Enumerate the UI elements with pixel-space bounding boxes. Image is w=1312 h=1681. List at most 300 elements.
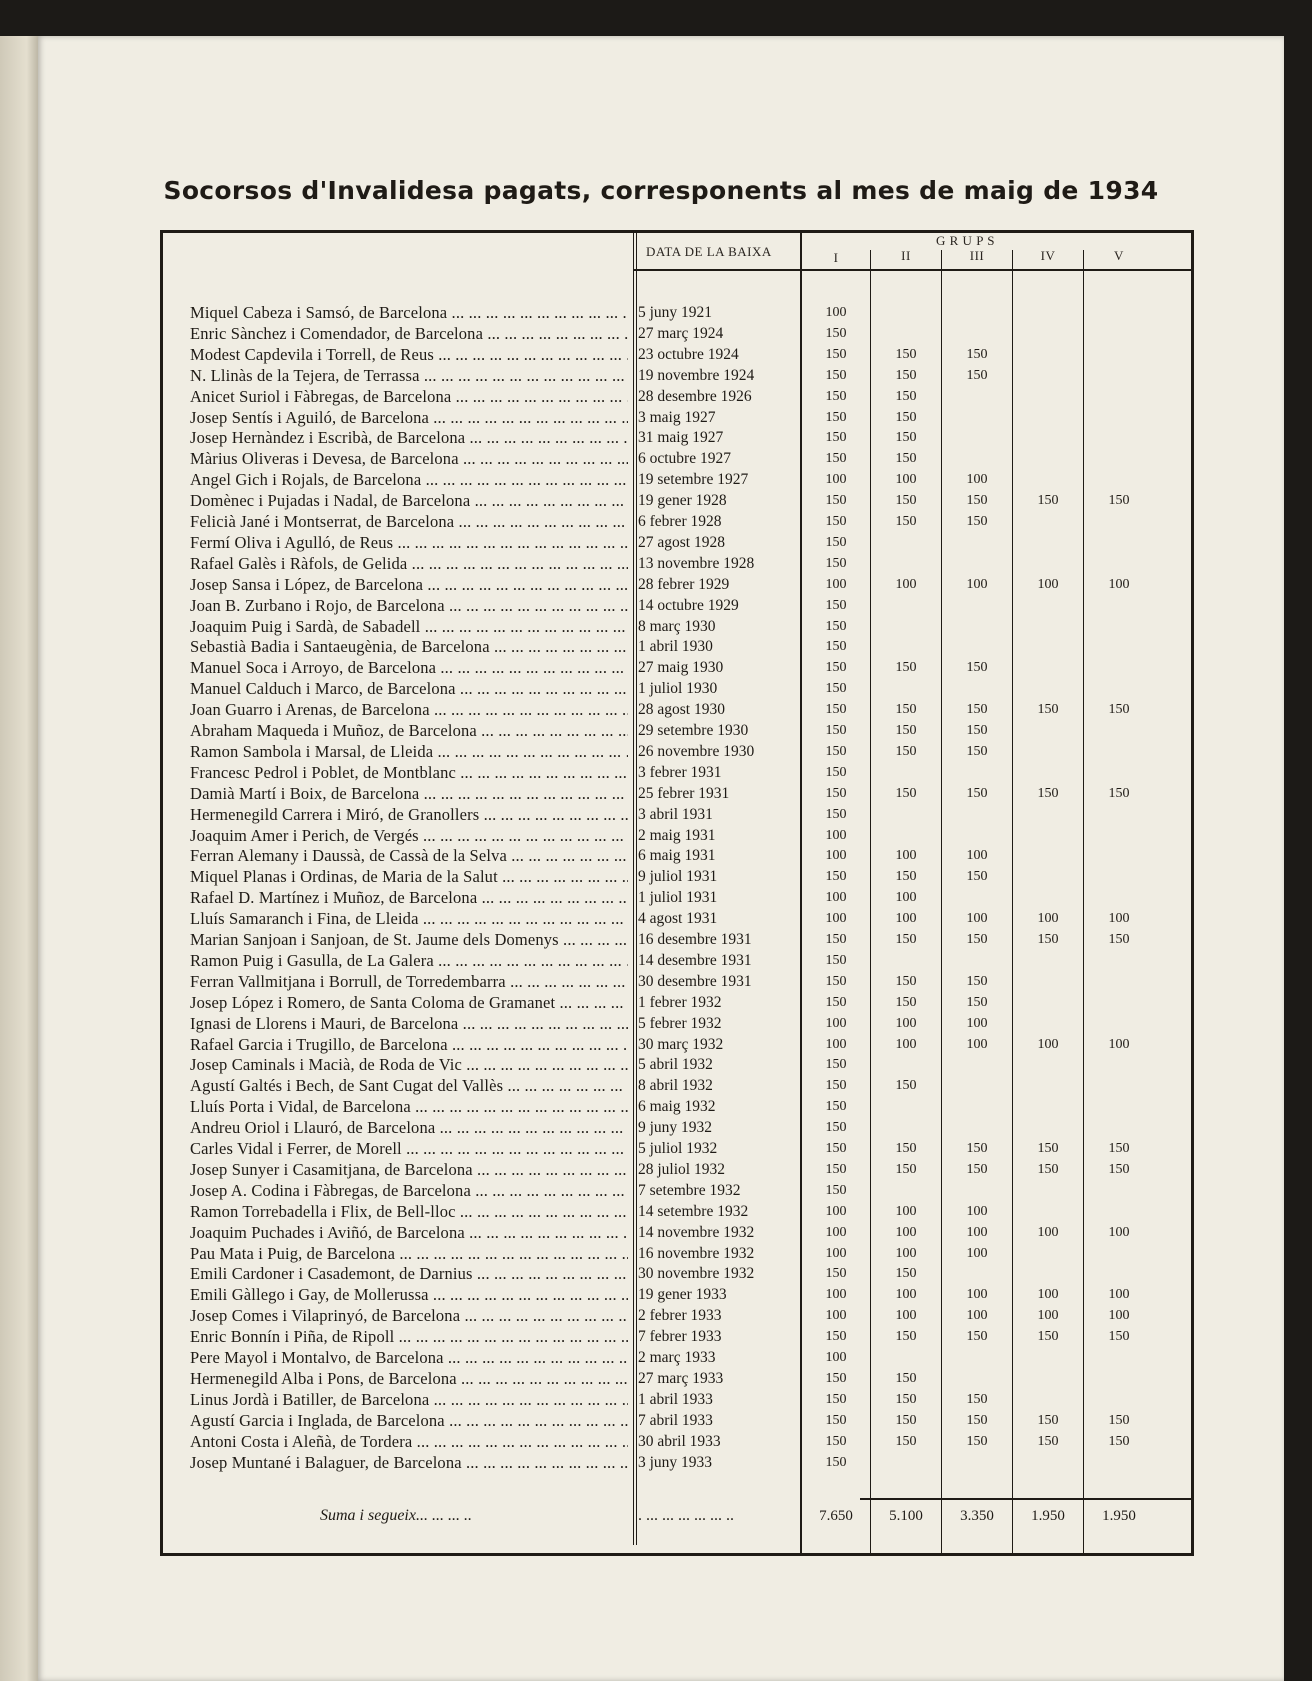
- page-title: Socorsos d'Invalidesa pagats, corresponents al mes de maig de 1934: [163, 176, 1159, 205]
- group-2-amount: 100: [895, 1015, 917, 1031]
- group-4-amount: 150: [1037, 785, 1059, 801]
- table-row: [160, 532, 1194, 553]
- groups-header: G R U P S: [936, 233, 995, 248]
- group-1-amount: 150: [825, 1391, 847, 1407]
- group-1-amount: 150: [825, 1266, 847, 1282]
- group-2-amount: 100: [895, 1036, 917, 1052]
- leave-date: 28 febrer 1929: [638, 575, 730, 593]
- beneficiary-name: Enric Bonnín i Piña, de Ripoll ... .: [190, 1326, 628, 1347]
- group-3-amount: 100: [966, 1308, 988, 1324]
- group-2-amount: 150: [895, 514, 917, 529]
- group-1-amount: 100: [825, 1203, 847, 1219]
- group-1-amount: 100: [825, 576, 847, 592]
- leave-date: 14 setembre 1932: [638, 1202, 749, 1220]
- group-4-amount: 150: [1037, 1141, 1059, 1156]
- group-2-amount: 100: [895, 911, 917, 927]
- table-row: [160, 699, 1194, 720]
- group-2-amount: 150: [895, 785, 917, 801]
- group-4-amount: 150: [1037, 932, 1059, 947]
- group-3-amount: 100: [966, 1224, 988, 1240]
- group-5-amount: 150: [1108, 1141, 1130, 1156]
- total-group-4: 1.950: [1031, 1508, 1065, 1524]
- leave-date: 7 abril 1933: [638, 1411, 713, 1429]
- leave-date: 6 maig 1932: [638, 1098, 716, 1116]
- group-3-amount: 150: [966, 493, 988, 509]
- table-row: [160, 657, 1194, 678]
- leave-date: 1 abril 1930: [638, 638, 713, 656]
- beneficiary-name: Joaquim Amer i Perich, de Vergés ... .: [190, 825, 628, 846]
- group-1-amount: 150: [825, 451, 847, 467]
- table-row: [160, 469, 1194, 490]
- table-row: [160, 908, 1194, 929]
- group-3-amount: 150: [966, 1412, 988, 1428]
- group-3-amount: 150: [966, 994, 988, 1010]
- beneficiary-name: Damià Martí i Boix, de Barcelona ... .: [190, 783, 628, 804]
- left-page-edge: [0, 36, 38, 1681]
- group-2-amount: 150: [895, 869, 917, 885]
- table-row: [160, 1138, 1194, 1159]
- table-row: [160, 1305, 1194, 1326]
- leave-date: 16 novembre 1932: [638, 1244, 755, 1262]
- group-3-amount: 150: [966, 702, 988, 718]
- beneficiary-name: Fermí Oliva i Agulló, de Reus ... .: [190, 532, 628, 553]
- group-2-amount: 150: [895, 743, 917, 759]
- table-row: [160, 929, 1194, 950]
- beneficiary-name: Marian Sanjoan i Sanjoan, de St. Jaume dels Domenys ... .: [190, 929, 628, 950]
- group-2-amount: 100: [895, 1224, 917, 1240]
- group-3-amount: 100: [966, 1203, 988, 1219]
- leave-date: 25 febrer 1931: [638, 784, 730, 802]
- group-1-amount: 100: [825, 827, 847, 843]
- group-4-amount: 100: [1037, 1224, 1059, 1240]
- beneficiary-name: Miquel Planas i Ordinas, de Maria de la Salut ... .: [190, 866, 628, 887]
- beneficiary-name: Felicià Jané i Montserrat, de Barcelona ... .: [190, 511, 628, 532]
- group-3-amount: 150: [966, 723, 988, 738]
- leave-date: 14 octubre 1929: [638, 596, 739, 614]
- leave-date: 1 juliol 1931: [638, 889, 718, 907]
- leave-date: 7 febrer 1933: [638, 1328, 722, 1346]
- total-dots: . ... ... ... ... ... ..: [638, 1507, 734, 1524]
- beneficiary-name: Enric Sànchez i Comendador, de Barcelona ... .: [190, 323, 628, 344]
- group-1-amount: 150: [825, 1120, 847, 1136]
- group-1-amount: 150: [825, 785, 847, 801]
- leave-date: 3 febrer 1931: [638, 763, 722, 781]
- table-row: [160, 992, 1194, 1013]
- leave-date: 9 juny 1932: [638, 1119, 713, 1137]
- group-1-amount: 150: [825, 1161, 847, 1177]
- table-row: [160, 1389, 1194, 1410]
- beneficiary-name: Josep Caminals i Macià, de Roda de Vic ... .: [190, 1054, 628, 1075]
- group-4-amount: 150: [1037, 1329, 1059, 1345]
- beneficiary-name: Joaquim Puig i Sardà, de Sabadell ... .: [190, 616, 628, 637]
- beneficiary-name: Pere Mayol i Montalvo, de Barcelona ... .: [190, 1347, 628, 1368]
- leave-date: 28 desembre 1926: [638, 387, 752, 405]
- leave-date: 5 juliol 1932: [638, 1140, 718, 1157]
- group-1-amount: 100: [825, 1287, 847, 1303]
- table-row: [160, 1013, 1194, 1034]
- group-1-amount: 150: [825, 681, 847, 697]
- beneficiary-name: Lluís Porta i Vidal, de Barcelona ... .: [190, 1096, 628, 1117]
- leave-date: 4 agost 1931: [638, 910, 718, 928]
- beneficiary-name: Agustí Galtés i Bech, de Sant Cugat del Vallès ... .: [190, 1075, 628, 1096]
- beneficiary-name: Josep López i Romero, de Santa Coloma de Gramanet ... .: [190, 992, 628, 1013]
- group-2-amount: 150: [895, 1141, 917, 1156]
- group-4-amount: 100: [1037, 911, 1059, 927]
- beneficiary-name: Domènec i Pujadas i Nadal, de Barcelona ... .: [190, 490, 628, 511]
- beneficiary-name: Josep Sentís i Aguiló, de Barcelona ... .: [190, 407, 628, 428]
- table-row: [160, 783, 1194, 804]
- beneficiary-name: Manuel Soca i Arroyo, de Barcelona ... .: [190, 657, 628, 678]
- group-2-amount: 150: [895, 1329, 917, 1345]
- beneficiary-name: Agustí Garcia i Inglada, de Barcelona ... .: [190, 1410, 628, 1431]
- table-row: [160, 427, 1194, 448]
- group-3-amount: 150: [966, 367, 988, 383]
- group-1-amount: 150: [825, 702, 847, 718]
- leave-date: 28 agost 1930: [638, 701, 725, 719]
- group-1-amount: 100: [825, 305, 847, 320]
- group-1-amount: 150: [825, 1329, 847, 1345]
- group-2-amount: 100: [895, 890, 917, 906]
- group-2-amount: 150: [895, 367, 917, 383]
- total-group-5: 1.950: [1102, 1508, 1136, 1524]
- beneficiary-name: Modest Capdevila i Torrell, de Reus ... .: [190, 344, 628, 365]
- table-row: [160, 365, 1194, 386]
- group-3-amount: 100: [966, 472, 988, 488]
- table-row: [160, 407, 1194, 428]
- table-row: [160, 1243, 1194, 1264]
- group-1-amount: 100: [825, 1350, 847, 1365]
- beneficiary-name: Emili Gàllego i Gay, de Mollerussa ... .: [190, 1284, 628, 1305]
- table-row: [160, 574, 1194, 595]
- group-3-amount: 150: [966, 1141, 988, 1156]
- table-row: [160, 1117, 1194, 1138]
- leave-date: 6 maig 1931: [638, 847, 716, 865]
- group-1-amount: 150: [825, 555, 847, 571]
- table-row: [160, 1431, 1194, 1452]
- group-2-amount: 150: [895, 1391, 917, 1407]
- table-row: [160, 511, 1194, 532]
- table-row: [160, 490, 1194, 511]
- total-label: Suma i segueix... ... ... ..: [320, 1507, 472, 1524]
- group-4-amount: 150: [1037, 702, 1059, 718]
- group-3-amount: 150: [966, 932, 988, 947]
- group-5-amount: 150: [1108, 1412, 1130, 1428]
- group-1-amount: 150: [825, 743, 847, 759]
- group-5-amount: 150: [1108, 1433, 1130, 1449]
- group-2-amount: 150: [895, 409, 917, 425]
- leave-date: 16 desembre 1931: [638, 931, 752, 948]
- group-2-amount: 150: [895, 1412, 917, 1428]
- group-1-amount: 150: [825, 409, 847, 425]
- leave-date: 31 maig 1927: [638, 429, 724, 447]
- beneficiary-name: Josep Hernàndez i Escribà, de Barcelona ... .: [190, 427, 628, 448]
- group-2-amount: 100: [895, 1245, 917, 1261]
- group-1-amount: 150: [825, 973, 847, 989]
- table-row: [160, 1263, 1194, 1284]
- group-1-amount: 150: [825, 514, 847, 529]
- beneficiary-name: Ferran Vallmitjana i Borrull, de Torredembarra ... .: [190, 971, 628, 992]
- leave-date: 8 març 1930: [638, 617, 716, 635]
- table-row: [160, 866, 1194, 887]
- group-2-amount: 150: [895, 660, 917, 676]
- table-row: [160, 1368, 1194, 1389]
- group-3-amount: 150: [966, 1161, 988, 1177]
- group-3-amount: 150: [966, 869, 988, 885]
- leave-date: 6 octubre 1927: [638, 450, 731, 468]
- group-1-amount: 150: [825, 597, 847, 613]
- beneficiary-name: Josep A. Codina i Fàbregas, de Barcelona ... .: [190, 1180, 628, 1201]
- group-1-amount: 150: [825, 534, 847, 550]
- total-group-1: 7.650: [819, 1508, 853, 1524]
- group-3-amount: 150: [966, 973, 988, 989]
- group-1-amount: 150: [825, 806, 847, 822]
- table-row: [160, 1410, 1194, 1431]
- group-2-amount: 150: [895, 702, 917, 718]
- group-5-amount: 100: [1108, 1036, 1130, 1052]
- table-row: [160, 1180, 1194, 1201]
- beneficiary-name: Antoni Costa i Aleñà, de Tordera ... .: [190, 1431, 628, 1452]
- group-header-2: II: [901, 248, 911, 263]
- group-3-amount: 100: [966, 911, 988, 927]
- beneficiary-name: Rafael Garcia i Trugillo, de Barcelona ... .: [190, 1034, 628, 1055]
- group-5-amount: 100: [1108, 911, 1130, 927]
- group-4-amount: 100: [1037, 1036, 1059, 1052]
- leave-date: 13 novembre 1928: [638, 554, 755, 572]
- group-5-amount: 150: [1108, 932, 1130, 947]
- leave-date: 27 maig 1930: [638, 659, 724, 677]
- group-3-amount: 150: [966, 346, 988, 362]
- table-row: [160, 1075, 1194, 1096]
- group-1-amount: 150: [825, 1078, 847, 1094]
- table-row: [160, 1096, 1194, 1117]
- group-2-amount: 150: [895, 430, 917, 446]
- beneficiary-name: Ramon Sambola i Marsal, de Lleida ... .: [190, 741, 628, 762]
- beneficiary-name: Anicet Suriol i Fàbregas, de Barcelona ... .: [190, 386, 628, 407]
- group-3-amount: 100: [966, 1015, 988, 1031]
- leave-date: 3 maig 1927: [638, 408, 716, 426]
- leave-date: 3 juny 1933: [638, 1453, 713, 1471]
- beneficiary-name: Lluís Samaranch i Fina, de Lleida ... .: [190, 908, 628, 929]
- group-3-amount: 100: [966, 576, 988, 592]
- table-row: [160, 1284, 1194, 1305]
- table-row: [160, 1201, 1194, 1222]
- total-group-3: 3.350: [960, 1508, 994, 1524]
- leave-date: 30 abril 1933: [638, 1432, 721, 1450]
- beneficiary-name: Abraham Maqueda i Muñoz, de Barcelona ... .: [190, 720, 628, 741]
- beneficiary-name: Manuel Calduch i Marco, de Barcelona ... .: [190, 678, 628, 699]
- leave-date: 27 març 1933: [638, 1369, 724, 1387]
- group-1-amount: 150: [825, 1057, 847, 1073]
- group-3-amount: 100: [966, 1036, 988, 1052]
- beneficiary-name: Carles Vidal i Ferrer, de Morell ... .: [190, 1138, 628, 1159]
- group-2-amount: 150: [895, 1078, 917, 1094]
- group-2-amount: 100: [895, 848, 917, 864]
- group-header-4: IV: [1040, 248, 1056, 263]
- beneficiary-name: Miquel Cabeza i Samsó, de Barcelona ... .: [190, 302, 628, 323]
- leave-date: 26 novembre 1930: [638, 742, 755, 760]
- beneficiary-name: Pau Mata i Puig, de Barcelona ... .: [190, 1243, 628, 1264]
- leave-date: 19 gener 1928: [638, 492, 727, 510]
- group-1-amount: 150: [825, 618, 847, 634]
- leave-date: 14 novembre 1932: [638, 1223, 755, 1241]
- beneficiary-name: Sebastià Badia i Santaeugènia, de Barcelona ... .: [190, 636, 628, 657]
- beneficiary-name: Màrius Oliveras i Devesa, de Barcelona ... .: [190, 448, 628, 469]
- document-page: [38, 36, 1284, 1681]
- group-2-amount: 150: [895, 723, 917, 738]
- beneficiary-name: Francesc Pedrol i Poblet, de Montblanc ... .: [190, 762, 628, 783]
- beneficiary-name: Angel Gich i Rojals, de Barcelona ... .: [190, 469, 628, 490]
- leave-date: 5 febrer 1932: [638, 1014, 722, 1032]
- table-row: [160, 971, 1194, 992]
- group-5-amount: 150: [1108, 1329, 1130, 1345]
- group-4-amount: 100: [1037, 1287, 1059, 1303]
- leave-date: 9 juliol 1931: [638, 868, 718, 886]
- leave-date: 29 setembre 1930: [638, 722, 749, 739]
- table-row: [160, 448, 1194, 469]
- leave-date: 1 juliol 1930: [638, 680, 718, 698]
- leave-date: 19 setembre 1927: [638, 471, 749, 489]
- group-2-amount: 150: [895, 1433, 917, 1449]
- table-row: [160, 887, 1194, 908]
- group-2-amount: 150: [895, 994, 917, 1010]
- date-column-header: DATA DE LA BAIXA: [646, 244, 772, 259]
- table-row: [160, 595, 1194, 616]
- group-1-amount: 100: [825, 890, 847, 906]
- leave-date: 19 novembre 1924: [638, 366, 755, 384]
- group-1-amount: 150: [825, 1182, 847, 1198]
- group-5-amount: 150: [1108, 1161, 1130, 1177]
- group-5-amount: 150: [1108, 785, 1130, 801]
- group-2-amount: 150: [895, 1161, 917, 1177]
- group-5-amount: 100: [1108, 1287, 1130, 1303]
- group-1-amount: 150: [825, 723, 847, 738]
- group-1-amount: 100: [825, 1036, 847, 1052]
- leave-date: 2 maig 1931: [638, 826, 716, 844]
- table-row: [160, 720, 1194, 741]
- leave-date: 2 febrer 1933: [638, 1307, 722, 1325]
- leave-date: 30 novembre 1932: [638, 1265, 755, 1283]
- beneficiary-name: Joan B. Zurbano i Rojo, de Barcelona ... .: [190, 595, 628, 616]
- table-row: [160, 741, 1194, 762]
- leave-date: 23 octubre 1924: [638, 345, 739, 363]
- group-2-amount: 100: [895, 1203, 917, 1219]
- table-row: [160, 302, 1194, 323]
- group-3-amount: 150: [966, 514, 988, 529]
- table-row: [160, 616, 1194, 637]
- table-row: [160, 1034, 1194, 1055]
- group-1-amount: 150: [825, 952, 847, 968]
- group-5-amount: 150: [1108, 702, 1130, 718]
- beneficiary-name: Hermenegild Carrera i Miró, de Granollers ... .: [190, 804, 628, 825]
- group-1-amount: 100: [825, 848, 847, 864]
- table-row: [160, 636, 1194, 657]
- group-2-amount: 100: [895, 1308, 917, 1324]
- leave-date: 1 febrer 1932: [638, 993, 722, 1011]
- group-1-amount: 150: [825, 388, 847, 404]
- beneficiary-name: Rafael D. Martínez i Muñoz, de Barcelona ... .: [190, 887, 628, 908]
- leave-date: 2 març 1933: [638, 1349, 716, 1366]
- group-1-amount: 150: [825, 764, 847, 780]
- beneficiary-name: Ferran Alemany i Daussà, de Cassà de la Selva ... .: [190, 845, 628, 866]
- group-1-amount: 150: [825, 1412, 847, 1428]
- beneficiary-name: Josep Sansa i López, de Barcelona ... .: [190, 574, 628, 595]
- group-3-amount: 150: [966, 743, 988, 759]
- total-row: [160, 1504, 1194, 1528]
- beneficiary-name: Andreu Oriol i Llauró, de Barcelona ... .: [190, 1117, 628, 1138]
- group-1-amount: 150: [825, 367, 847, 383]
- group-1-amount: 150: [825, 325, 847, 341]
- group-1-amount: 150: [825, 430, 847, 446]
- group-5-amount: 100: [1108, 576, 1130, 592]
- table-row: [160, 1326, 1194, 1347]
- group-header-1: I: [833, 250, 839, 265]
- table-row: [160, 323, 1194, 344]
- group-1-amount: 100: [825, 911, 847, 927]
- beneficiary-name: Ramon Torrebadella i Flix, de Bell-lloc ... .: [190, 1201, 628, 1222]
- beneficiary-name: Josep Comes i Vilaprinyó, de Barcelona ... .: [190, 1305, 628, 1326]
- leave-date: 7 setembre 1932: [638, 1181, 741, 1199]
- group-1-amount: 150: [825, 932, 847, 947]
- table-row: [160, 825, 1194, 846]
- leave-date: 6 febrer 1928: [638, 513, 722, 530]
- group-1-amount: 100: [825, 1015, 847, 1031]
- leave-date: 27 agost 1928: [638, 533, 725, 551]
- leave-date: 30 març 1932: [638, 1035, 724, 1053]
- table-row: [160, 845, 1194, 866]
- beneficiary-name: Joaquim Puchades i Aviñó, de Barcelona ... .: [190, 1222, 628, 1243]
- group-2-amount: 150: [895, 388, 917, 404]
- group-2-amount: 150: [895, 1266, 917, 1282]
- group-2-amount: 150: [895, 451, 917, 467]
- group-1-amount: 100: [825, 1245, 847, 1261]
- group-2-amount: 100: [895, 1287, 917, 1303]
- leave-date: 5 juny 1921: [638, 304, 713, 321]
- beneficiary-name: Emili Cardoner i Casademont, de Darnius ... .: [190, 1263, 628, 1284]
- group-1-amount: 150: [825, 1454, 847, 1470]
- group-1-amount: 100: [825, 1224, 847, 1240]
- table-row: [160, 553, 1194, 574]
- table-row: [160, 386, 1194, 407]
- group-5-amount: 100: [1108, 1308, 1130, 1324]
- group-3-amount: 100: [966, 1245, 988, 1261]
- table-row: [160, 1054, 1194, 1075]
- leave-date: 5 abril 1932: [638, 1056, 713, 1074]
- table-row: [160, 678, 1194, 699]
- leave-date: 14 desembre 1931: [638, 951, 752, 969]
- group-3-amount: 150: [966, 1433, 988, 1449]
- table-row: [160, 950, 1194, 971]
- group-3-amount: 100: [966, 848, 988, 864]
- group-3-amount: 150: [966, 1329, 988, 1345]
- group-2-amount: 150: [895, 1370, 917, 1386]
- group-3-amount: 100: [966, 1287, 988, 1303]
- leave-date: 8 abril 1932: [638, 1077, 713, 1095]
- group-4-amount: 150: [1037, 493, 1059, 509]
- table-row: [160, 1222, 1194, 1243]
- group-1-amount: 150: [825, 1099, 847, 1115]
- leave-date: 19 gener 1933: [638, 1286, 727, 1304]
- leave-date: 3 abril 1931: [638, 805, 713, 823]
- beneficiary-name: N. Llinàs de la Tejera, de Terrassa ... .: [190, 365, 628, 386]
- group-2-amount: 150: [895, 346, 917, 362]
- group-3-amount: 150: [966, 660, 988, 676]
- group-3-amount: 150: [966, 785, 988, 801]
- group-1-amount: 150: [825, 869, 847, 885]
- group-3-amount: 150: [966, 1391, 988, 1407]
- group-1-amount: 100: [825, 472, 847, 488]
- leave-date: 30 desembre 1931: [638, 972, 752, 990]
- beneficiary-name: Ramon Puig i Gasulla, de La Galera ... .: [190, 950, 628, 971]
